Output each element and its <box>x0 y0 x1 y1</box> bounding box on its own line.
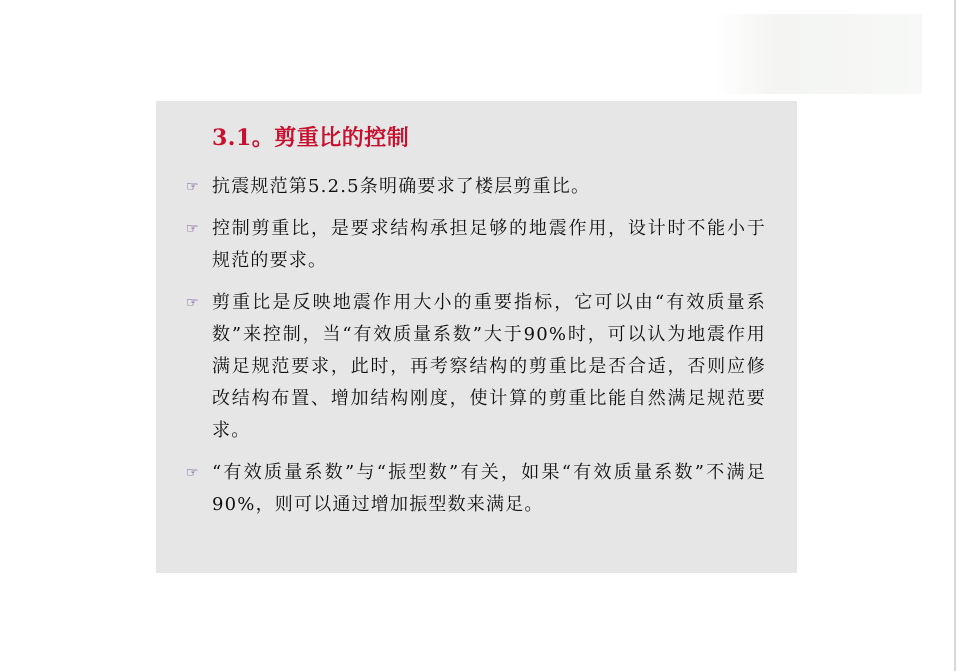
pointing-hand-icon: ☞ <box>186 221 199 237</box>
bullet-text: 抗震规范第5.2.5条明确要求了楼层剪重比。 <box>212 176 591 197</box>
pointing-hand-icon: ☞ <box>186 295 199 311</box>
bullet-text: 剪重比是反映地震作用大小的重要指标，它可以由“有效质量系数”来控制，当“有效质量系数”大于90%时，可以认为地震作用满足规范要求，此时，再考察结构的剪重比是否合适，否则应修改结构布置、增加结构刚度，使计算的剪重比能自然满足规范要求。 <box>212 292 766 441</box>
bullet-list <box>186 171 766 531</box>
bullet-item <box>186 213 766 277</box>
page-edge <box>954 0 956 671</box>
bullet-item <box>186 287 766 447</box>
corner-smudge <box>714 14 922 94</box>
pointing-hand-icon: ☞ <box>186 465 199 481</box>
bullet-item <box>186 457 766 521</box>
slide-title: 3.1。剪重比的控制 <box>212 125 410 151</box>
slide <box>156 101 797 573</box>
bullet-item <box>186 171 766 203</box>
bullet-text: 控制剪重比，是要求结构承担足够的地震作用，设计时不能小于规范的要求。 <box>212 218 766 271</box>
pointing-hand-icon: ☞ <box>186 179 199 195</box>
bullet-text: “有效质量系数”与“振型数”有关，如果“有效质量系数”不满足90%，则可以通过增加振型数来满足。 <box>212 462 766 515</box>
